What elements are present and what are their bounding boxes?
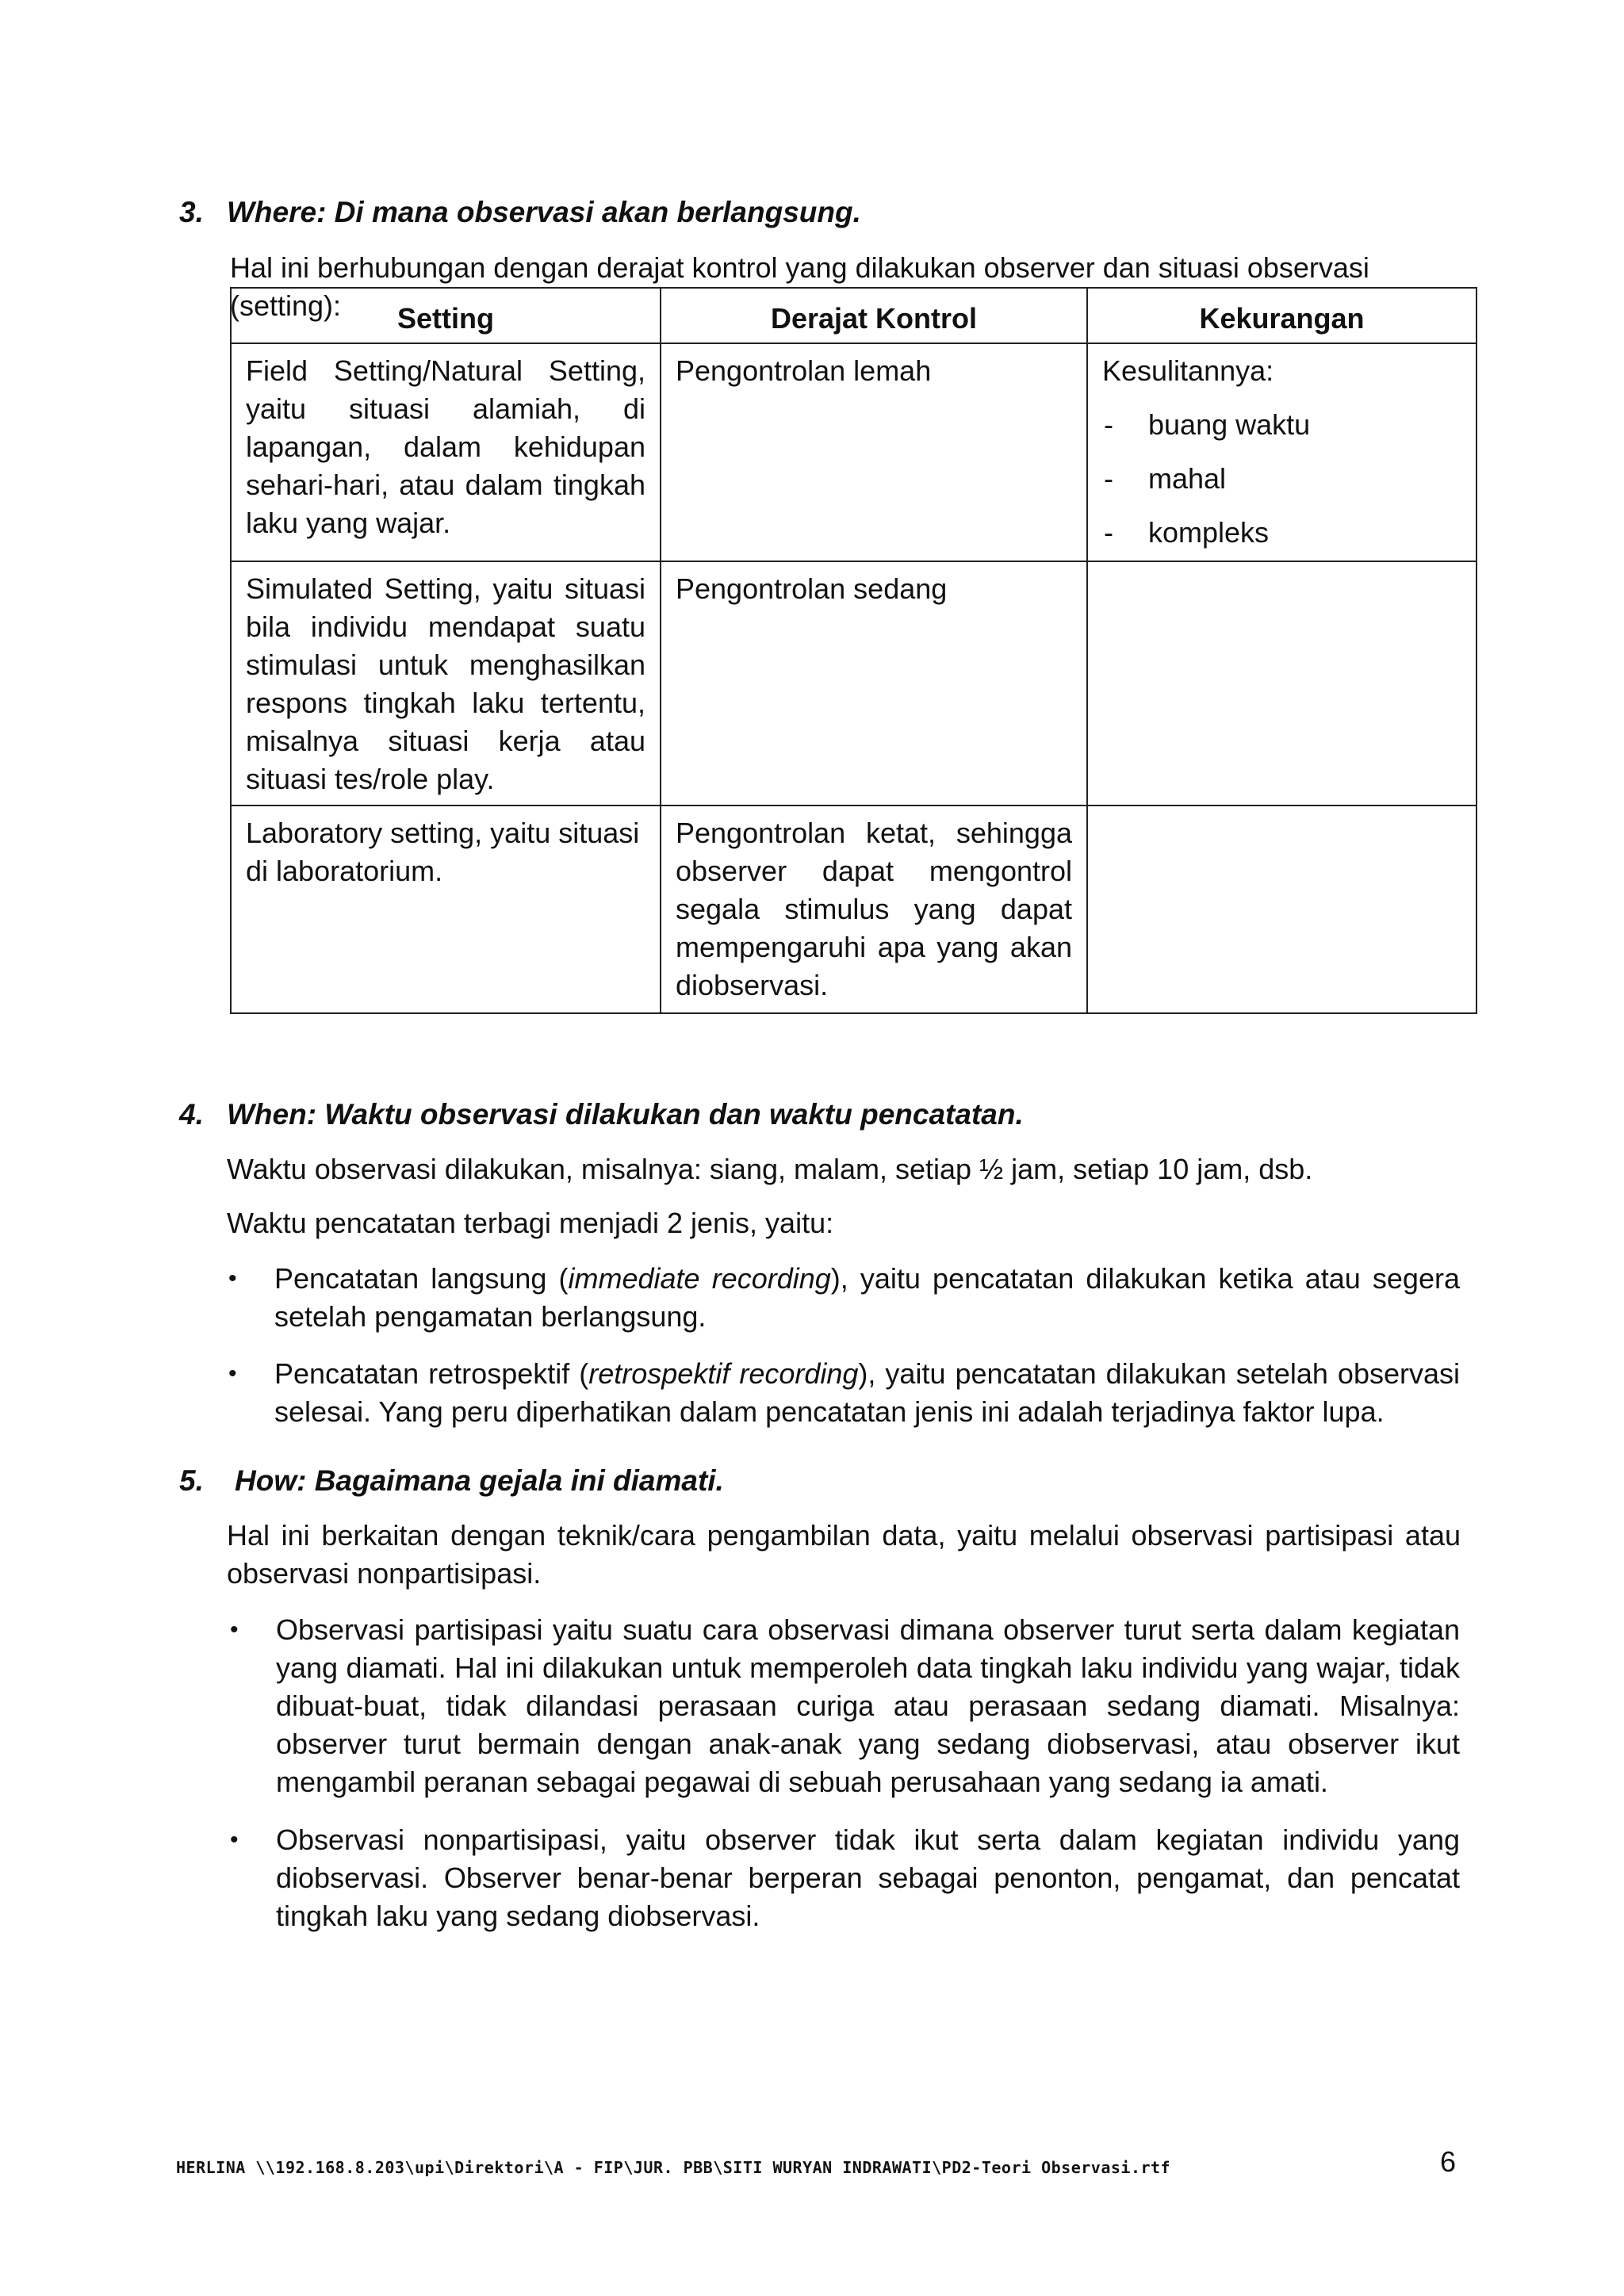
list-item: - kompleks — [1104, 516, 1270, 549]
header-derajat-kontrol: Derajat Kontrol — [661, 288, 1087, 343]
cell-kontrol: Pengontrolan sedang — [661, 561, 1087, 806]
bullet-icon: • — [230, 1617, 239, 1643]
section-3-heading — [179, 195, 861, 230]
page-number: 6 — [1439, 2145, 1456, 2178]
bullet-icon: • — [230, 1827, 239, 1853]
section-5-bullet-2: • Observasi nonpartisipasi, yaitu observer tidak ikut serta dalam kegiatan individu yang diobservasi. Observer benar-benar berperan sebagai penonton, pengamat, dan pencatat tingkah laku yang sedang diobservasi. — [276, 1821, 1460, 1935]
table-header-row — [231, 288, 1477, 343]
cell-kekurangan — [1087, 561, 1477, 806]
section-4-bullet-1: • Pencatatan langsung (immediate recording), yaitu pencatatan dilakukan ketika atau segera setelah pengamatan berlangsung. — [274, 1260, 1460, 1336]
cell-kekurangan — [1087, 806, 1477, 1013]
section-4-number: 4. — [179, 1098, 204, 1131]
section-3-title: Where: Di mana observasi akan berlangsung. — [227, 196, 861, 228]
section-5-bullet-1: • Observasi partisipasi yaitu suatu cara observasi dimana observer turut serta dalam kegiatan yang diamati. Hal ini dilakukan untuk memperoleh data tingkah laku individu yang wajar, tidak dibuat-buat, tidak dilandasi perasaan curiga atau perasaan sedang diamati. Misalnya: observer turut bermain dengan anak-anak yang sedang diobservasi, atau observer ikut mengambil peranan sebagai pegawai di sebuah perusahaan yang sedang ia amati. — [276, 1611, 1460, 1801]
section-5-intro: Hal ini berkaitan dengan teknik/cara pengambilan data, yaitu melalui observasi partisipasi atau observasi nonpartisipasi. — [227, 1519, 1461, 1590]
section-3-intro: Hal ini berhubungan dengan derajat kontrol yang dilakukan observer dan situasi observasi (setting): — [230, 251, 1369, 322]
section-4-title: When: Waktu observasi dilakukan dan waktu pencatatan. — [227, 1098, 1024, 1131]
cell-kontrol: Pengontrolan ketat, sehingga observer dapat mengontrol segala stimulus yang dapat mempengaruhi apa yang akan diobservasi. — [661, 806, 1087, 1013]
cell-setting: Laboratory setting, yaitu situasi di laboratorium. — [231, 806, 661, 1013]
setting-table — [230, 287, 1477, 1014]
list-item: - mahal — [1104, 462, 1227, 495]
cell-kekurangan — [1087, 343, 1477, 561]
kekurangan-list — [1102, 406, 1461, 552]
section-5-heading — [179, 1464, 724, 1498]
section-5-number: 5. — [179, 1464, 204, 1497]
header-kekurangan: Kekurangan — [1087, 288, 1477, 343]
section-3-number: 3. — [179, 196, 204, 228]
section-4-para-2: Waktu pencatatan terbagi menjadi 2 jenis, yaitu: — [227, 1207, 834, 1239]
bullet-icon: • — [228, 1360, 237, 1387]
section-4-bullet-2: • Pencatatan retrospektif (retrospektif recording), yaitu pencatatan dilakukan setelah observasi selesai. Yang peru diperhatikan dalam pencatatan jenis ini adalah terjadinya faktor lupa. — [274, 1355, 1460, 1431]
footer-path: HERLINA \\192.168.8.203\upi\Direktori\A - FIP\JUR. PBB\SITI WURYAN INDRAWATI\PD2-Teori Observasi.rtf — [176, 2158, 1171, 2177]
list-item: - buang waktu — [1104, 408, 1311, 441]
header-setting: Setting — [231, 288, 661, 343]
section-4-heading — [179, 1097, 1024, 1132]
table-row — [231, 561, 1477, 806]
bullet-icon: • — [228, 1265, 237, 1292]
table-row — [231, 343, 1477, 561]
kekurangan-title: Kesulitannya: — [1102, 354, 1274, 387]
cell-setting: Simulated Setting, yaitu situasi bila individu mendapat suatu stimulasi untuk menghasilkan respons tingkah laku tertentu, misalnya situasi kerja atau situasi tes/role play. — [231, 561, 661, 806]
section-4-para-1: Waktu observasi dilakukan, misalnya: siang, malam, setiap ½ jam, setiap 10 jam, dsb. — [227, 1153, 1313, 1185]
cell-kontrol: Pengontrolan lemah — [661, 343, 1087, 561]
cell-setting: Field Setting/Natural Setting, yaitu situasi alamiah, di lapangan, dalam kehidupan sehari-hari, atau dalam tingkah laku yang wajar. — [231, 343, 661, 561]
table-row — [231, 806, 1477, 1013]
section-5-title: How: Bagaimana gejala ini diamati. — [235, 1464, 724, 1497]
